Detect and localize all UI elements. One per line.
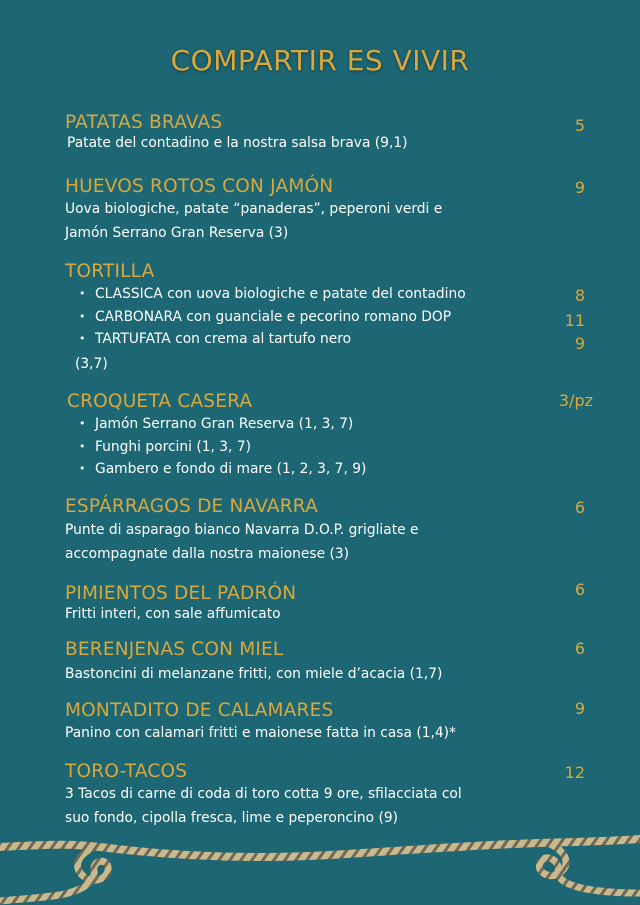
sub-item: • Jamón Serrano Gran Reserva (1, 3, 7) [65, 413, 585, 436]
menu-item-pimientos [65, 580, 585, 624]
menu-item-montadito [65, 700, 585, 743]
item-price: 5 [574, 116, 585, 135]
allergen-note: (3,7) [75, 355, 108, 372]
sub-item: • Funghi porcini (1, 3, 7) [65, 436, 585, 459]
item-price: 6 [574, 498, 585, 517]
item-name: CROQUETA CASERA [67, 391, 253, 412]
sub-item-price: 9 [574, 334, 585, 353]
sub-item-list [65, 283, 585, 351]
item-price: 3/pz [558, 391, 593, 410]
item-name: PATATAS BRAVAS [65, 112, 223, 133]
item-description: accompagnate dalla nostra maionese (3) [65, 546, 349, 562]
menu-item-esparragos [65, 496, 585, 565]
item-name: TORO-TACOS [65, 761, 188, 782]
sub-item: • CLASSICA con uova biologiche e patate del contadino 8 [65, 283, 585, 306]
sub-item-price: 11 [564, 310, 585, 330]
item-description: Jamón Serrano Gran Reserva (3) [65, 225, 289, 241]
sub-item-price: 8 [574, 286, 585, 305]
item-price: 6 [574, 639, 585, 658]
menu-item-huevos-rotos [65, 176, 585, 244]
menu-item-croqueta-casera [65, 391, 593, 481]
item-name: ESPÁRRAGOS DE NAVARRA [65, 496, 318, 517]
item-description: Bastoncini di melanzane fritti, con miele d’acacia (1,7) [65, 666, 443, 682]
menu-title: COMPARTIR ES VIVIR [170, 44, 470, 77]
item-price: 12 [564, 763, 585, 782]
sub-item-list [65, 413, 585, 481]
sub-item: • CARBONARA con guanciale e pecorino romano DOP 11 [65, 306, 585, 329]
menu-item-berenjenas [65, 639, 585, 685]
item-description: Punte di asparago bianco Navarra D.O.P. grigliate e [65, 522, 419, 538]
menu-item-toro-tacos [65, 761, 585, 829]
item-description: suo fondo, cipolla fresca, lime e peperoncino (9) [65, 810, 399, 826]
item-name: TORTILLA [65, 261, 155, 282]
item-price: 9 [574, 699, 585, 718]
item-name: HUEVOS ROTOS CON JAMÓN [65, 176, 334, 197]
item-name: BERENJENAS CON MIEL [65, 639, 284, 660]
sub-item: • TARTUFATA con crema al tartufo nero 9 [65, 328, 585, 351]
item-name: MONTADITO DE CALAMARES [65, 700, 334, 721]
sub-item: • Gambero e fondo di mare (1, 2, 3, 7, 9) [65, 458, 585, 481]
item-description: Uova biologiche, patate “panaderas”, peperoni verdi e [65, 201, 443, 217]
item-description: Fritti interi, con sale affumicato [65, 606, 281, 622]
item-description: Panino con calamari fritti e maionese fatta in casa (1,4)* [65, 725, 456, 741]
item-description: 3 Tacos di carne di coda di toro cotta 9 ore, sfilacciata col [65, 786, 462, 802]
item-price: 9 [574, 178, 585, 197]
menu-item-patatas-bravas [65, 112, 585, 153]
menu-item-tortilla [65, 261, 585, 375]
item-name: PIMIENTOS DEL PADRÓN [65, 583, 297, 604]
item-price: 6 [574, 580, 585, 599]
rope-border-decoration [0, 825, 640, 905]
item-description: Patate del contadino e la nostra salsa brava (9,1) [67, 135, 408, 151]
